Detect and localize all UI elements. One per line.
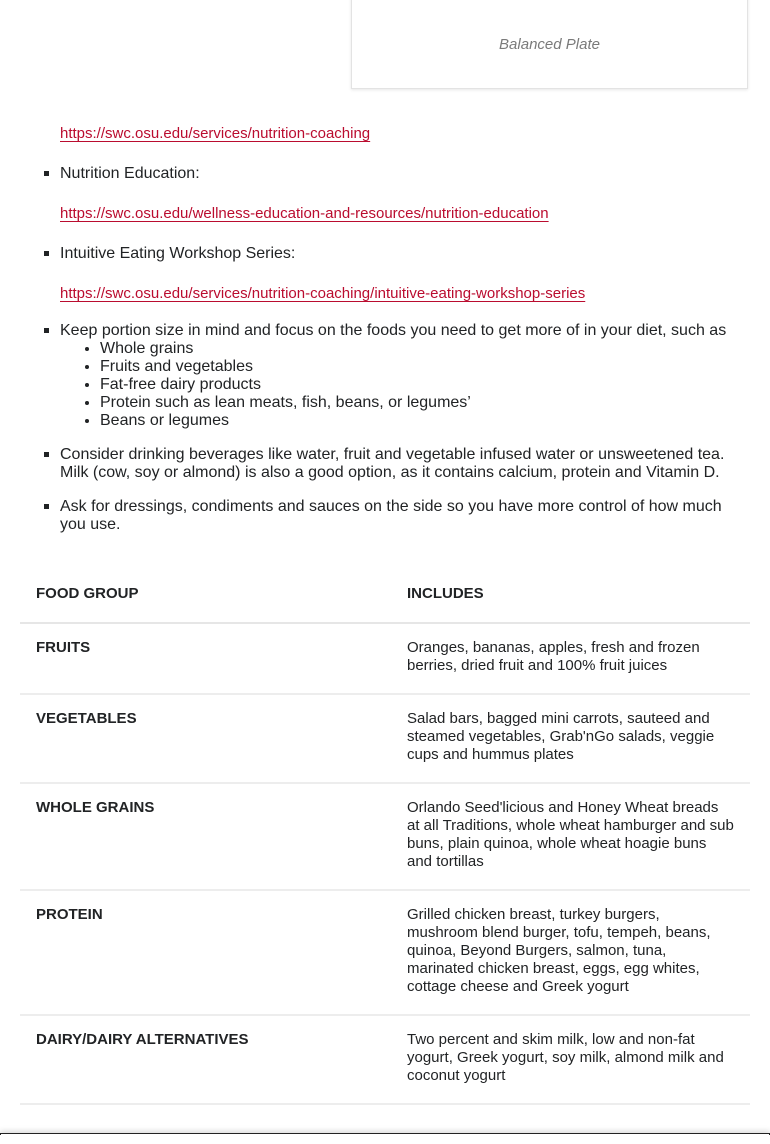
- balanced-plate-figure: [351, 0, 748, 89]
- portion-size-text: Keep portion size in mind and focus on the foods you need to get more of in your diet, such as: [60, 322, 727, 339]
- food-group-table: [20, 570, 750, 1105]
- table-row: [20, 1015, 750, 1104]
- nutrition-education-label: Nutrition Education:: [60, 165, 200, 182]
- table-row: [20, 623, 750, 694]
- list-item: • Fat-free dairy products: [100, 376, 735, 394]
- table-row: [20, 783, 750, 890]
- food-group-cell: FRUITS: [36, 639, 91, 656]
- includes-cell: Grilled chicken breast, turkey burgers, mushroom blend burger, tofu, tempeh, beans, quinoa, Beyond Burgers, salmon, tuna, marinated chicken breast, eggs, egg whites, cottage cheese and Greek yogurt: [407, 906, 711, 995]
- list-item: • Whole grains: [100, 340, 735, 358]
- intuitive-eating-link[interactable]: https://swc.osu.edu/services/nutrition-coaching/intuitive-eating-workshop-series: [60, 285, 586, 302]
- includes-cell: Two percent and skim milk, low and non-fat yogurt, Greek yogurt, soy milk, almond milk and coconut yogurt: [407, 1031, 724, 1084]
- table-header-row: [20, 570, 750, 623]
- intuitive-eating-label: Intuitive Eating Workshop Series:: [60, 245, 296, 262]
- list-item-beverages: [60, 446, 735, 482]
- table-row: [20, 694, 750, 783]
- intuitive-eating-link-line: [60, 285, 585, 303]
- food-group-cell: PROTEIN: [36, 906, 103, 923]
- nutrition-education-link[interactable]: https://swc.osu.edu/wellness-education-and-resources/nutrition-education: [60, 205, 549, 222]
- header-food-group: FOOD GROUP: [36, 585, 139, 602]
- nutrition-coaching-link-line: [60, 125, 370, 143]
- nutrition-education-link-line: [60, 205, 549, 223]
- food-group-cell: WHOLE GRAINS: [36, 799, 155, 816]
- nutrition-coaching-link[interactable]: https://swc.osu.edu/services/nutrition-coaching: [60, 125, 371, 142]
- food-group-cell: DAIRY/DAIRY ALTERNATIVES: [36, 1031, 249, 1048]
- list-item-dressings: [60, 498, 735, 534]
- portion-foods-list: [60, 340, 735, 430]
- includes-cell: Oranges, bananas, apples, fresh and frozen berries, dried fruit and 100% fruit juices: [407, 639, 700, 674]
- list-item: • Beans or legumes: [100, 412, 735, 430]
- list-item: • Protein such as lean meats, fish, beans, or legumes’: [100, 394, 735, 412]
- food-group-cell: VEGETABLES: [36, 710, 137, 727]
- list-item-portion-size: [60, 322, 735, 430]
- dressings-text: Ask for dressings, condiments and sauces on the side so you have more control of how much you use.: [60, 498, 722, 533]
- includes-cell: Salad bars, bagged mini carrots, sauteed and steamed vegetables, Grab'nGo salads, veggie cups and hummus plates: [407, 710, 715, 763]
- list-item-nutrition-education: [60, 165, 735, 183]
- header-includes: INCLUDES: [407, 585, 484, 602]
- bottom-bar: [0, 1133, 770, 1144]
- includes-cell: Orlando Seed'licious and Honey Wheat breads at all Traditions, whole wheat hamburger and sub buns, plain quinoa, whole wheat hoagie buns and tortillas: [407, 799, 734, 870]
- list-item: • Fruits and vegetables: [100, 358, 735, 376]
- list-item-intuitive-eating: [60, 245, 735, 263]
- table-row: [20, 890, 750, 1015]
- beverages-text: Consider drinking beverages like water, fruit and vegetable infused water or unsweetened tea. Milk (cow, soy or almond) is also a good option, as it contains calcium, protein and Vitamin D.: [60, 446, 725, 481]
- figure-caption: Balanced Plate: [499, 36, 600, 53]
